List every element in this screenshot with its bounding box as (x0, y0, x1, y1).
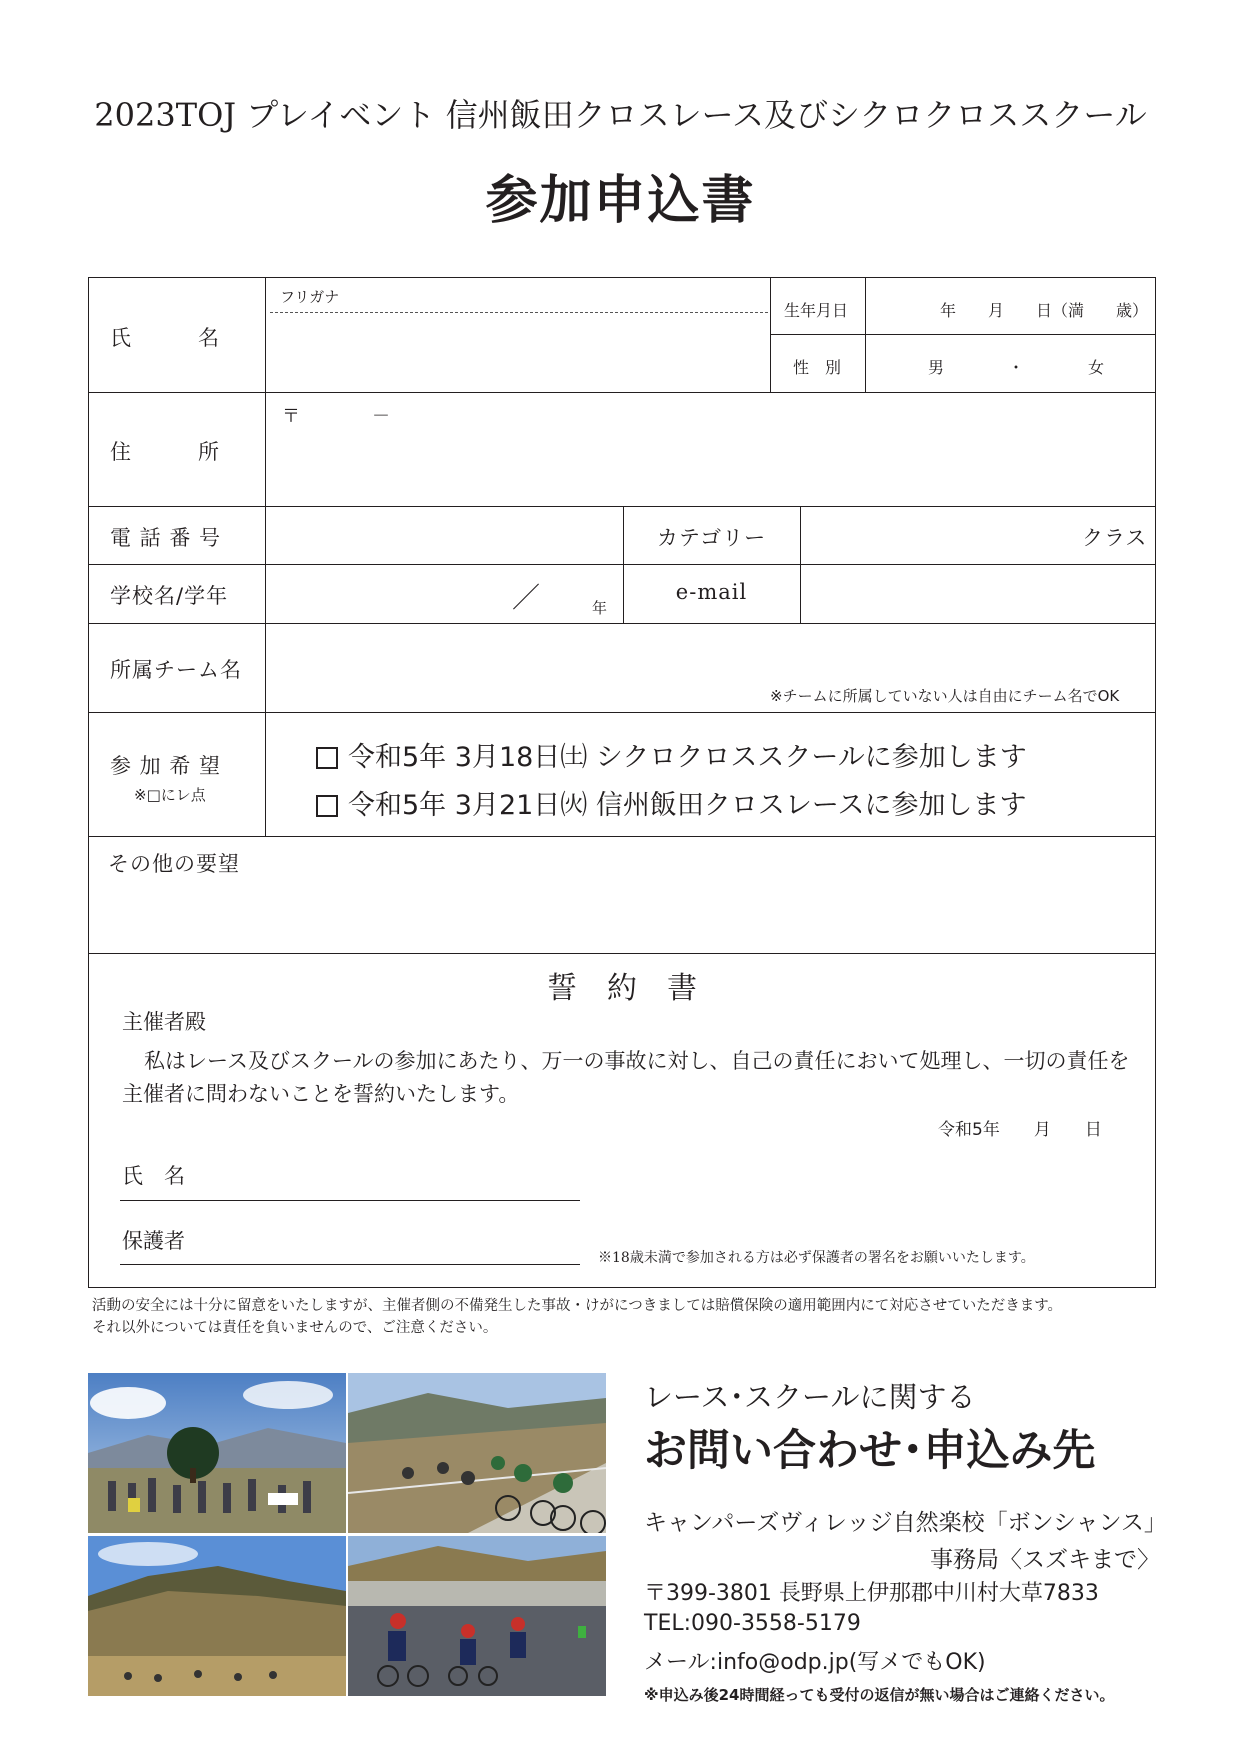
postal-code-mark: 〒 － (282, 406, 390, 427)
grade-unit: 年 (592, 599, 608, 617)
participation-note: ※□にレ点 (134, 786, 206, 804)
contact-note: ※申込み後24時間経っても受付の返信が無い場合はご連絡ください。 (644, 1686, 1115, 1704)
disclaimer-line-1: 活動の安全には十分に留意をいたしますが、主催者側の不備発生した事故・けがにつきましては賠償保険の適用範囲内にて対応させていただきます。 (92, 1298, 1063, 1314)
event-title: 2023TOJ プレイベント 信州飯田クロスレース及びシクロクロススクール (94, 96, 1147, 134)
oath-date: 令和5年 月 日 (938, 1120, 1102, 1140)
oath-title: 誓 約 書 (547, 971, 697, 1006)
disclaimer (92, 1295, 1062, 1339)
option-race[interactable]: 令和5年 3月21日㈫ 信州飯田クロスレースに参加します (316, 783, 1027, 822)
form-title: 参加申込書 (485, 170, 756, 231)
address-field[interactable] (270, 396, 1150, 502)
email-label: e-mail (675, 580, 748, 604)
other-requests-label: その他の要望 (108, 852, 240, 876)
guardian-field[interactable] (195, 1222, 575, 1262)
disclaimer-line-2: それ以外については責任を負いませんので、ご注意ください。 (92, 1320, 498, 1336)
photo-kids-balance-bikes (348, 1536, 606, 1696)
name-field[interactable] (270, 316, 766, 388)
birthdate-field[interactable]: 年 月 日（満 歳） (940, 301, 1149, 320)
furigana-field[interactable] (270, 284, 766, 310)
category-field[interactable] (805, 510, 1075, 560)
other-requests-field[interactable] (95, 876, 1150, 948)
gender-options[interactable]: 男 ・ 女 (928, 358, 1105, 377)
oath-statement: 私はレース及びスクールの参加にあたり、万一の事故に対し、自己の責任において処理し、一切の責任を主催者に問わないことを誓約いたします。 (122, 1049, 1130, 1106)
name-label: 氏 名 (110, 326, 220, 350)
participation-label: 参 加 希 望 (110, 754, 222, 778)
class-label: クラス (1082, 526, 1148, 550)
address-label: 住 所 (110, 440, 220, 464)
school-field[interactable] (270, 568, 620, 620)
checkbox-race[interactable] (316, 795, 338, 817)
phone-field[interactable] (270, 510, 620, 560)
oath-name-label: 氏 名 (122, 1164, 185, 1188)
team-label: 所属チーム名 (110, 658, 242, 682)
contact-subtitle: レース･スクールに関する (644, 1380, 976, 1414)
oath-name-field[interactable] (195, 1160, 575, 1198)
furigana-label: フリガナ (280, 288, 340, 306)
category-label: カテゴリー (656, 526, 767, 550)
option-school[interactable]: 令和5年 3月18日㈯ シクロクロススクールに参加します (316, 735, 1027, 774)
oath-addressee: 主催者殿 (122, 1010, 206, 1034)
contact-mail[interactable]: メール:info@odp.jp(写メでもOK) (644, 1650, 986, 1675)
birthdate-label: 生年月日 (784, 301, 849, 320)
contact-tel[interactable]: TEL:090-3558-5179 (644, 1611, 861, 1636)
contact-address: 〒399-3801 長野県上伊那郡中川村大草7833 (644, 1581, 1099, 1606)
contact-title: お問い合わせ･申込み先 (644, 1426, 1096, 1476)
email-field[interactable] (805, 568, 1151, 620)
contact-office: 事務局〈スズキまで〉 (930, 1547, 1160, 1573)
school-grade-separator: ／ (512, 581, 541, 614)
photo-group-start (88, 1373, 346, 1533)
photo-field-hill (88, 1536, 346, 1696)
guardian-label: 保護者 (122, 1229, 185, 1253)
team-note: ※チームに所属していない人は自由にチーム名でOK (770, 687, 1120, 705)
team-field[interactable] (270, 627, 1150, 682)
school-grade-label: 学校名/学年 (110, 584, 229, 608)
contact-organization: キャンパーズヴィレッジ自然楽校「ボンシャンス」 (644, 1510, 1167, 1536)
gender-label: 性 別 (793, 358, 842, 377)
phone-label: 電 話 番 号 (110, 526, 222, 550)
guardian-note: ※18歳未満で参加される方は必ず保護者の署名をお願いいたします。 (598, 1250, 1035, 1266)
checkbox-school[interactable] (316, 747, 338, 769)
photo-race-course (348, 1373, 606, 1533)
